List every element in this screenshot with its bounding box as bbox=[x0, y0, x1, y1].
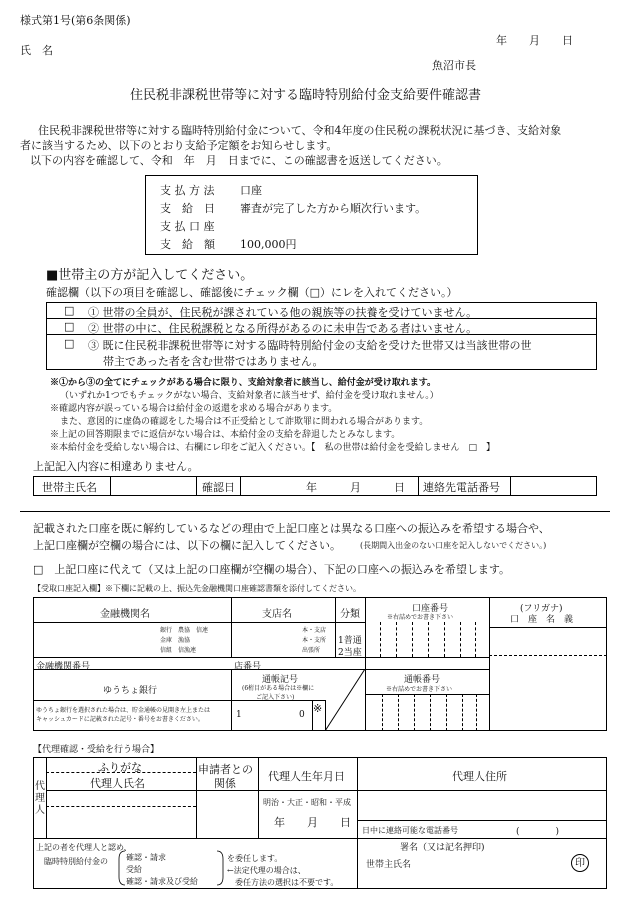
check-2-box[interactable]: □ bbox=[64, 320, 75, 333]
document-title: 住民税非課税世帯等に対する臨時特別給付金支給要件確認書 bbox=[130, 88, 482, 103]
householder-instruction: 確認欄（以下の項目を確認し、確認後にチェック欄（□）にレを入れてください。） bbox=[46, 286, 458, 299]
day-phone-label: 日中に連絡可能な電話番号 bbox=[362, 826, 458, 835]
passbook-symbol-note-2: ご記入下さい) bbox=[256, 694, 295, 701]
check-3-text-2: 帯主であった者を含む世帯ではありません。 bbox=[103, 355, 324, 368]
furigana-label: (フリガナ) bbox=[520, 604, 563, 614]
delegate-line: 上記の者を代理人と認め、 bbox=[36, 843, 132, 852]
transfer-line-2: 上記口座欄が空欄の場合には、以下の欄に記入してください。 bbox=[33, 539, 341, 552]
era-options[interactable]: 明治・大正・昭和・平成 bbox=[263, 798, 351, 807]
seal-mark: 印 bbox=[571, 854, 589, 872]
check-1-box[interactable]: □ bbox=[64, 304, 75, 317]
branch-types-1: 本・支店 bbox=[302, 627, 327, 634]
passbook-symbol-label: 通帳記号 bbox=[262, 675, 299, 685]
birth-format[interactable]: 年 月 日 bbox=[274, 816, 351, 829]
intro-line-1: 住民税非課税世帯等に対する臨時特別給付金について、令和4年度の住民税の課税状況に基づき、支給対象 bbox=[38, 124, 562, 137]
check-2-text: ② 世帯の中に、住民税課税となる所得があるのに未申告である者はいません。 bbox=[88, 322, 478, 335]
note-3: ※確認内容が誤っている場合は給付金の返還を求める場合があります。 bbox=[50, 404, 338, 414]
transfer-option[interactable]: □ 上記口座に代えて（又は上記の口座欄が空欄の場合）、下記の口座への振込みを希望します。 bbox=[33, 563, 511, 576]
symbol-star: ※ bbox=[313, 702, 323, 715]
transfer-line-2-note: (長期間入出金のない口座を記入しないでください。) bbox=[360, 541, 547, 550]
yucho-note-2: キャッシュカードに記載された記号・番号をお書きください。 bbox=[36, 716, 204, 723]
holder-label: 口 座 名 義 bbox=[510, 615, 574, 625]
payment-amount-value: 100,000円 bbox=[240, 238, 297, 251]
option-confirm-request[interactable]: 確認・請求 bbox=[126, 853, 166, 862]
branch-types-3: 出張所 bbox=[302, 647, 321, 654]
confirm-date-value[interactable]: 年 月 日 bbox=[306, 481, 405, 494]
householder-heading: ■世帯主の方が記入してください。 bbox=[46, 268, 254, 283]
intro-line-3: 以下の内容を確認して、令和 年 月 日までに、この確認書を返送してください。 bbox=[30, 154, 448, 167]
legal-note-1: ←法定代理の場合は、 bbox=[227, 866, 306, 875]
payment-amount-label: 支 給 額 bbox=[160, 238, 215, 251]
note-4: また、意図的に虚偽の確認をした場合は不正受給として詐欺罪に問われる場合があります。 bbox=[60, 417, 429, 427]
phone-label: 連絡先電話番号 bbox=[423, 481, 500, 494]
symbol-first-digit: 1 bbox=[236, 710, 242, 720]
signature-label: 署名（又は記名押印) bbox=[400, 843, 485, 853]
account-section-title: 【受取口座記入欄】※下欄に記載の上、振込先金融機関口座確認書類を添付してください。 bbox=[33, 584, 361, 593]
householder-name-label: 世帯主氏名 bbox=[42, 481, 97, 494]
relation-label-1: 申請者との bbox=[198, 763, 253, 776]
bank-types-1: 銀行 農協 信連 bbox=[160, 627, 209, 634]
option-receive[interactable]: 受給 bbox=[126, 865, 142, 874]
bank-types-3: 信組 信漁連 bbox=[160, 647, 197, 654]
bank-name-label: 金融機関名 bbox=[100, 609, 150, 620]
passbook-no-label: 通帳番号 bbox=[404, 675, 441, 685]
note-1: ※①から③の全てにチェックがある場合に限り、支給対象者に該当し、給付金が受け取れます。 bbox=[50, 378, 437, 388]
acct-no-note: ※右詰めでお書き下さい bbox=[387, 614, 454, 621]
note-2: （いずれか1つでもチェックがない場合、支給対象者に該当せず、給付金を受け取れません。） bbox=[60, 391, 439, 401]
symbol-last-digit: 0 bbox=[299, 710, 305, 720]
payment-account-label: 支 払 口 座 bbox=[160, 220, 215, 233]
section-divider bbox=[20, 511, 610, 512]
bank-code-label: 金融機関番号 bbox=[36, 662, 91, 672]
legal-note-2: 委任方法の選択は不要です。 bbox=[235, 878, 339, 887]
payment-method-value: 口座 bbox=[240, 184, 262, 197]
proxy-side-1: 代 bbox=[35, 781, 45, 792]
passbook-no-note: ※右詰めでお書き下さい bbox=[386, 686, 453, 693]
option-brackets bbox=[117, 849, 235, 889]
transfer-line-1: 記載された口座を既に解約しているなどの理由で上記口座とは異なる口座への振込みを希望する場合や、 bbox=[33, 522, 550, 535]
branch-label: 支店名 bbox=[262, 609, 292, 620]
name-label: 氏 名 bbox=[20, 44, 53, 57]
issuer: 魚沼市長 bbox=[432, 59, 476, 72]
option-both[interactable]: 確認・請求及び受給 bbox=[126, 877, 198, 886]
bank-types-2: 金庫 漁協 bbox=[160, 637, 191, 644]
check-1-text: ① 世帯の全員が、住民税が課されている他の親族等の扶養を受けていません。 bbox=[88, 306, 478, 319]
yucho-note-1: ゆうちょ銀行を選択された場合は、貯金通帳の見開き左上または bbox=[36, 707, 211, 714]
payment-method-label: 支 払 方 法 bbox=[160, 184, 215, 197]
relation-label-2: 関係 bbox=[214, 777, 236, 790]
confirm-date-label: 確認日 bbox=[202, 481, 235, 494]
passbook-symbol-note-1: (6桁目がある場合は※欄に bbox=[242, 685, 315, 692]
check-3-text-1: ③ 既に住民税非課税世帯等に対する臨時特別給付金の支給を受けた世帯又は当該世帯の世 bbox=[88, 339, 532, 352]
check-3-box[interactable]: □ bbox=[64, 337, 75, 350]
branch-code-label: 店番号 bbox=[234, 662, 262, 672]
confirm-line: 上記記入内容に相違ありません。 bbox=[33, 460, 199, 473]
proxy-section-title: 【代理確認・受給を行う場合】 bbox=[33, 745, 160, 755]
proxy-furigana-label: ふりがな bbox=[98, 761, 142, 774]
proxy-name-label: 代理人氏名 bbox=[90, 777, 145, 790]
proxy-side-2: 理 bbox=[35, 793, 45, 804]
head-name-label: 世帯主氏名 bbox=[366, 860, 412, 870]
payment-date-label: 支 給 日 bbox=[160, 202, 215, 215]
type-label: 分類 bbox=[340, 609, 360, 620]
acct-no-label: 口座番号 bbox=[412, 604, 449, 614]
day-phone-paren[interactable]: ( ) bbox=[516, 827, 560, 837]
proxy-side-3: 人 bbox=[35, 805, 45, 816]
address-label: 代理人住所 bbox=[452, 770, 507, 783]
note-5: ※上記の回答期限までに返信がない場合は、本給付金の支給を辞退したとみなします。 bbox=[50, 430, 401, 440]
diagonal-slash bbox=[325, 669, 365, 731]
payment-date-value: 審査が完了した方から順次行います。 bbox=[240, 202, 427, 215]
birth-label: 代理人生年月日 bbox=[268, 770, 345, 783]
yucho-label: ゆうちょ銀行 bbox=[103, 686, 158, 696]
acct-type-2[interactable]: 2当座 bbox=[338, 648, 362, 658]
branch-types-2: 本・支所 bbox=[302, 637, 327, 644]
benefit-label: 臨時特別給付金の bbox=[44, 857, 108, 866]
date-line: 年 月 日 bbox=[496, 34, 573, 47]
delegate-suffix: を委任します。 bbox=[227, 854, 283, 863]
form-number: 様式第1号(第6条関係) bbox=[20, 14, 131, 27]
intro-line-2: 者に該当するため、以下のとおり支給予定額をお知らせします。 bbox=[20, 139, 338, 152]
acct-type-1[interactable]: 1普通 bbox=[338, 636, 362, 646]
note-6: ※本給付金を受給しない場合は、右欄にレ印をご記入ください。【 私の世帯は給付金を受給しません □ 】 bbox=[50, 443, 496, 453]
